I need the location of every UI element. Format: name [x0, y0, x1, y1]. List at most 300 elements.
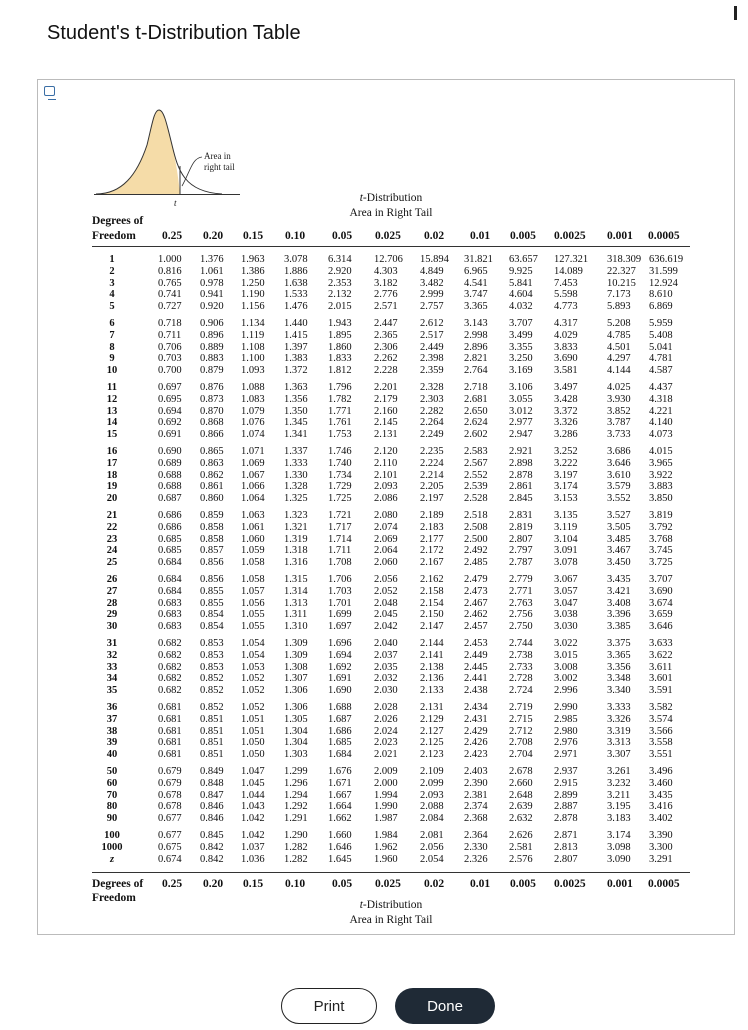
value-cell: 0.889 — [200, 341, 224, 353]
value-cell: 3.375 — [607, 638, 631, 649]
value-cell: 2.359 — [420, 365, 444, 377]
value-cell: 3.733 — [607, 429, 631, 441]
value-cell: 3.319 — [607, 725, 631, 737]
value-cell: 4.781 — [649, 353, 673, 365]
value-cell: 1.036 — [241, 853, 265, 865]
value-cell: 3.633 — [649, 638, 673, 649]
df-cell: 17 — [106, 457, 118, 469]
value-cell: 2.517 — [420, 329, 444, 341]
value-cell: 0.846 — [200, 801, 224, 813]
value-cell: 1.782 — [328, 393, 352, 405]
column-header: 0.0005 — [648, 230, 680, 242]
value-cell: 2.583 — [464, 446, 488, 457]
value-cell: 1.315 — [284, 574, 308, 585]
value-cell: 10.215 — [607, 277, 636, 289]
value-cell: 3.008 — [554, 661, 578, 673]
value-cell: 3.421 — [607, 585, 631, 597]
bell-curve-fill — [96, 110, 180, 194]
df-cell: 1000 — [101, 841, 123, 853]
value-cell: 2.937 — [554, 766, 578, 777]
value-cell: 0.816 — [158, 265, 182, 277]
value-cell: 2.821 — [464, 353, 488, 365]
value-cell: 127.321 — [554, 254, 589, 265]
df-cell: 50 — [106, 766, 118, 777]
value-cell: 2.449 — [464, 649, 488, 661]
value-cell: 4.785 — [607, 329, 631, 341]
value-cell: 2.064 — [374, 545, 398, 557]
value-cell: 3.792 — [649, 521, 673, 533]
value-cell: 1.886 — [284, 265, 308, 277]
value-cell: 3.581 — [554, 365, 578, 377]
value-cell: 2.681 — [464, 393, 488, 405]
value-cell: 1.440 — [284, 318, 308, 329]
value-cell: 3.286 — [554, 429, 578, 441]
df-footer: Degrees of Freedom — [92, 878, 144, 904]
value-cell: 2.712 — [509, 725, 533, 737]
value-cell: 1.291 — [284, 813, 308, 825]
value-cell: 0.674 — [158, 853, 182, 865]
value-cell: 8.610 — [649, 289, 673, 301]
value-cell: 4.015 — [649, 446, 673, 457]
value-cell: 3.582 — [649, 702, 673, 713]
value-cell: 1.692 — [328, 661, 352, 673]
df-cell: 38 — [106, 725, 118, 737]
value-cell: 2.528 — [464, 493, 488, 505]
value-cell: 0.684 — [158, 557, 182, 569]
value-cell: 2.813 — [554, 841, 578, 853]
column-header: 0.25 — [162, 230, 183, 242]
value-cell: 3.496 — [649, 766, 673, 777]
expand-icon[interactable] — [44, 86, 55, 96]
value-cell: 2.167 — [420, 557, 444, 569]
value-cell: 3.182 — [374, 277, 398, 289]
value-cell: 3.356 — [607, 661, 631, 673]
value-cell: 1.079 — [241, 405, 265, 417]
value-cell: 1.306 — [284, 702, 308, 713]
value-cell: 1.350 — [284, 405, 308, 417]
value-cell: 0.682 — [158, 638, 182, 649]
value-cell: 0.692 — [158, 417, 182, 429]
value-cell: 1.063 — [241, 510, 265, 521]
value-cell: 3.174 — [554, 481, 578, 493]
value-cell: 5.841 — [509, 277, 533, 289]
value-cell: 2.224 — [420, 457, 444, 469]
value-cell: 2.576 — [509, 853, 533, 865]
df-cell: 26 — [106, 574, 118, 585]
value-cell: 2.719 — [509, 702, 533, 713]
value-cell: 4.318 — [649, 393, 673, 405]
value-cell: 1.083 — [241, 393, 265, 405]
value-cell: 3.833 — [554, 341, 578, 353]
value-cell: 0.686 — [158, 521, 182, 533]
df-cell: 29 — [106, 609, 118, 621]
value-cell: 3.768 — [649, 533, 673, 545]
value-cell: 2.704 — [509, 749, 533, 761]
value-cell: 3.527 — [607, 510, 631, 521]
df-cell: 16 — [106, 446, 118, 457]
value-cell: 1.690 — [328, 685, 352, 697]
value-cell: 3.091 — [554, 545, 578, 557]
df-cell: 9 — [109, 353, 115, 365]
value-cell: 0.873 — [200, 393, 224, 405]
value-cell: 1.309 — [284, 638, 308, 649]
value-cell: 3.252 — [554, 446, 578, 457]
value-cell: 1.319 — [284, 533, 308, 545]
value-cell: 0.678 — [158, 789, 182, 801]
value-cell: 1.717 — [328, 521, 352, 533]
value-cell: 3.574 — [649, 713, 673, 725]
df-cell: 19 — [106, 481, 118, 493]
value-cell: 4.029 — [554, 329, 578, 341]
value-cell: 1.662 — [328, 813, 352, 825]
value-cell: 2.042 — [374, 621, 398, 633]
value-cell: 4.221 — [649, 405, 673, 417]
df-cell: 18 — [106, 469, 118, 481]
value-cell: 1.059 — [241, 545, 265, 557]
value-cell: 1.069 — [241, 457, 265, 469]
value-cell: 2.539 — [464, 481, 488, 493]
value-cell: 1.093 — [241, 365, 265, 377]
value-cell: 0.859 — [200, 510, 224, 521]
value-cell: 3.558 — [649, 737, 673, 749]
value-cell: 2.581 — [509, 841, 533, 853]
value-cell: 2.447 — [374, 318, 398, 329]
df-cell: 34 — [106, 673, 118, 685]
value-cell: 2.819 — [509, 521, 533, 533]
value-cell: 1.685 — [328, 737, 352, 749]
value-cell: 1.304 — [284, 737, 308, 749]
value-cell: 2.183 — [420, 521, 444, 533]
value-cell: 3.497 — [554, 382, 578, 393]
value-cell: 1.066 — [241, 481, 265, 493]
value-cell: 3.326 — [607, 713, 631, 725]
value-cell: 3.460 — [649, 777, 673, 789]
df-cell: 20 — [106, 493, 118, 505]
value-cell: 1.318 — [284, 545, 308, 557]
df-cell: 33 — [106, 661, 118, 673]
value-cell: 0.682 — [158, 661, 182, 673]
value-cell: 1.076 — [241, 417, 265, 429]
value-cell: 2.110 — [374, 457, 398, 469]
value-cell: 0.858 — [200, 533, 224, 545]
value-cell: 2.998 — [464, 329, 488, 341]
value-cell: 1.684 — [328, 749, 352, 761]
value-cell: 3.153 — [554, 493, 578, 505]
value-cell: 3.348 — [607, 673, 631, 685]
value-cell: 0.855 — [200, 597, 224, 609]
value-cell: 1.056 — [241, 597, 265, 609]
value-cell: 1.729 — [328, 481, 352, 493]
value-cell: 2.035 — [374, 661, 398, 673]
value-cell: 3.485 — [607, 533, 631, 545]
value-cell: 1.708 — [328, 557, 352, 569]
print-button[interactable]: Print — [281, 988, 377, 1024]
value-cell: 2.756 — [509, 609, 533, 621]
value-cell: 0.879 — [200, 365, 224, 377]
column-footer: 0.15 — [243, 878, 264, 890]
value-cell: 3.787 — [607, 417, 631, 429]
value-cell: 0.741 — [158, 289, 182, 301]
value-cell: 0.727 — [158, 301, 182, 313]
page-title: Student's t-Distribution Table — [47, 22, 301, 44]
df-cell: 2 — [109, 265, 115, 277]
value-cell: 1.860 — [328, 341, 352, 353]
column-header: 0.15 — [243, 230, 264, 242]
value-cell: 0.682 — [158, 673, 182, 685]
value-cell: 2.977 — [509, 417, 533, 429]
value-cell: 2.381 — [464, 789, 488, 801]
value-cell: 3.482 — [420, 277, 444, 289]
value-cell: 3.707 — [649, 574, 673, 585]
value-cell: 15.894 — [420, 254, 449, 265]
value-cell: 4.297 — [607, 353, 631, 365]
value-cell: 2.744 — [509, 638, 533, 649]
value-cell: 1.052 — [241, 702, 265, 713]
value-cell: 0.706 — [158, 341, 182, 353]
value-cell: 1.282 — [284, 853, 308, 865]
value-cell: 2.473 — [464, 585, 488, 597]
value-cell: 2.060 — [374, 557, 398, 569]
value-cell: 2.303 — [420, 393, 444, 405]
value-cell: 3.505 — [607, 521, 631, 533]
value-cell: 2.612 — [420, 318, 444, 329]
value-cell: 2.326 — [464, 853, 488, 865]
value-cell: 3.674 — [649, 597, 673, 609]
value-cell: 3.402 — [649, 813, 673, 825]
value-cell: 1.721 — [328, 510, 352, 521]
value-cell: 3.002 — [554, 673, 578, 685]
value-cell: 2.052 — [374, 585, 398, 597]
value-cell: 1.055 — [241, 621, 265, 633]
value-cell: 2.249 — [420, 429, 444, 441]
value-cell: 2.024 — [374, 725, 398, 737]
df-cell: 35 — [106, 685, 118, 697]
df-cell: 3 — [109, 277, 115, 289]
value-cell: 2.715 — [509, 713, 533, 725]
value-cell: 0.684 — [158, 585, 182, 597]
value-cell: 1.725 — [328, 493, 352, 505]
value-cell: 1.108 — [241, 341, 265, 353]
value-cell: 1.309 — [284, 649, 308, 661]
value-cell: 2.145 — [374, 417, 398, 429]
value-cell: 1.895 — [328, 329, 352, 341]
value-cell: 2.626 — [509, 830, 533, 841]
value-cell: 0.866 — [200, 429, 224, 441]
value-cell: 2.109 — [420, 766, 444, 777]
value-cell: 0.686 — [158, 510, 182, 521]
value-cell: 2.074 — [374, 521, 398, 533]
table-footer-title: t-Distribution Area in Right Tail — [349, 899, 433, 926]
value-cell: 1.363 — [284, 382, 308, 393]
value-cell: 2.328 — [420, 382, 444, 393]
value-cell: 2.887 — [554, 801, 578, 813]
value-cell: 2.708 — [509, 737, 533, 749]
value-cell: 1.282 — [284, 841, 308, 853]
value-cell: 3.291 — [649, 853, 673, 865]
value-cell: 1.058 — [241, 574, 265, 585]
value-cell: 2.871 — [554, 830, 578, 841]
df-cell: 37 — [106, 713, 118, 725]
value-cell: 2.144 — [420, 638, 444, 649]
value-cell: 3.601 — [649, 673, 673, 685]
value-cell: 1.943 — [328, 318, 352, 329]
value-cell: 3.355 — [509, 341, 533, 353]
value-cell: 1.660 — [328, 830, 352, 841]
value-cell: 0.978 — [200, 277, 224, 289]
value-cell: 2.123 — [420, 749, 444, 761]
value-cell: 3.579 — [607, 481, 631, 493]
df-cell: 31 — [106, 638, 118, 649]
value-cell: 0.687 — [158, 493, 182, 505]
value-cell: 2.678 — [509, 766, 533, 777]
value-cell: 1.699 — [328, 609, 352, 621]
value-cell: 3.307 — [607, 749, 631, 761]
value-cell: 1.061 — [200, 265, 224, 277]
value-cell: 1.052 — [241, 673, 265, 685]
value-cell: 2.738 — [509, 649, 533, 661]
value-cell: 0.677 — [158, 813, 182, 825]
value-cell: 3.686 — [607, 446, 631, 457]
value-cell: 3.038 — [554, 609, 578, 621]
value-cell: 1.645 — [328, 853, 352, 865]
value-cell: 1.994 — [374, 789, 398, 801]
value-cell: 2.374 — [464, 801, 488, 813]
column-header: 0.025 — [375, 230, 401, 242]
value-cell: 1.052 — [241, 685, 265, 697]
value-cell: 2.434 — [464, 702, 488, 713]
df-cell: 40 — [106, 749, 118, 761]
value-cell: 9.925 — [509, 265, 533, 277]
value-cell: 1.321 — [284, 521, 308, 533]
value-cell: 1.054 — [241, 649, 265, 661]
value-cell: 2.154 — [420, 597, 444, 609]
value-cell: 3.055 — [509, 393, 533, 405]
value-cell: 3.922 — [649, 469, 673, 481]
value-cell: 2.101 — [374, 469, 398, 481]
minimize-icon[interactable] — [734, 6, 737, 20]
value-cell: 1.051 — [241, 725, 265, 737]
value-cell: 1.697 — [328, 621, 352, 633]
value-cell: 2.398 — [420, 353, 444, 365]
value-cell: 2.479 — [464, 574, 488, 585]
value-cell: 1.134 — [241, 318, 265, 329]
df-cell: 24 — [106, 545, 118, 557]
value-cell: 3.883 — [649, 481, 673, 493]
value-cell: 3.646 — [607, 457, 631, 469]
value-cell: 1.984 — [374, 830, 398, 841]
value-cell: 3.261 — [607, 766, 631, 777]
value-cell: 1.833 — [328, 353, 352, 365]
value-cell: 3.819 — [649, 510, 673, 521]
value-cell: 1.796 — [328, 382, 352, 393]
value-cell: 0.846 — [200, 813, 224, 825]
value-cell: 2.771 — [509, 585, 533, 597]
value-cell: 1.037 — [241, 841, 265, 853]
value-cell: 0.684 — [158, 574, 182, 585]
value-cell: 0.700 — [158, 365, 182, 377]
value-cell: 0.681 — [158, 725, 182, 737]
df-cell: 100 — [104, 830, 120, 841]
value-cell: 2.845 — [509, 493, 533, 505]
value-cell: 0.842 — [200, 841, 224, 853]
value-cell: 3.197 — [554, 469, 578, 481]
value-cell: 1.050 — [241, 737, 265, 749]
value-cell: 1.306 — [284, 685, 308, 697]
value-cell: 0.863 — [200, 457, 224, 469]
t-symbol: t — [174, 198, 177, 208]
value-cell: 1.706 — [328, 574, 352, 585]
value-cell: 0.860 — [200, 493, 224, 505]
value-cell: 3.326 — [554, 417, 578, 429]
value-cell: 3.965 — [649, 457, 673, 469]
value-cell: 2.390 — [464, 777, 488, 789]
value-cell: 3.211 — [607, 789, 631, 801]
value-cell: 1.190 — [241, 289, 265, 301]
value-cell: 4.604 — [509, 289, 533, 301]
value-cell: 14.089 — [554, 265, 583, 277]
value-cell: 2.353 — [328, 277, 352, 289]
column-header: 0.20 — [203, 230, 224, 242]
value-cell: 2.282 — [420, 405, 444, 417]
value-cell: 22.327 — [607, 265, 636, 277]
value-cell: 0.851 — [200, 749, 224, 761]
value-cell: 0.876 — [200, 382, 224, 393]
value-cell: 1.314 — [284, 585, 308, 597]
value-cell: 3.012 — [509, 405, 533, 417]
value-cell: 2.093 — [374, 481, 398, 493]
value-cell: 318.309 — [607, 254, 642, 265]
value-cell: 1.292 — [284, 801, 308, 813]
value-cell: 2.980 — [554, 725, 578, 737]
df-cell: 22 — [106, 521, 118, 533]
value-cell: 3.852 — [607, 405, 631, 417]
value-cell: 0.682 — [158, 649, 182, 661]
done-button[interactable]: Done — [395, 988, 495, 1024]
value-cell: 2.920 — [328, 265, 352, 277]
value-cell: 0.852 — [200, 673, 224, 685]
value-cell: 3.090 — [607, 853, 631, 865]
column-footer: 0.025 — [375, 878, 401, 890]
value-cell: 1.088 — [241, 382, 265, 393]
value-cell: 2.056 — [420, 841, 444, 853]
value-cell: 4.587 — [649, 365, 673, 377]
value-cell: 1.753 — [328, 429, 352, 441]
column-header: 0.02 — [424, 230, 445, 242]
value-cell: 3.195 — [607, 801, 631, 813]
value-cell: 2.081 — [420, 830, 444, 841]
value-cell: 2.306 — [374, 341, 398, 353]
column-footer: 0.0005 — [648, 878, 680, 890]
value-cell: 12.924 — [649, 277, 678, 289]
value-cell: 2.037 — [374, 649, 398, 661]
value-cell: 2.764 — [464, 365, 488, 377]
value-cell: 31.821 — [464, 254, 493, 265]
table-title: t-Distribution Area in Right Tail — [349, 192, 433, 219]
value-cell: 2.996 — [554, 685, 578, 697]
value-cell: 0.682 — [158, 685, 182, 697]
value-cell: 1.304 — [284, 725, 308, 737]
value-cell: 2.971 — [554, 749, 578, 761]
value-cell: 1.325 — [284, 493, 308, 505]
value-cell: 2.462 — [464, 609, 488, 621]
value-cell: 2.150 — [420, 609, 444, 621]
value-cell: 2.831 — [509, 510, 533, 521]
value-cell: 2.133 — [420, 685, 444, 697]
value-cell: 1.057 — [241, 585, 265, 597]
df-cell: z — [109, 853, 115, 865]
value-cell: 2.453 — [464, 638, 488, 649]
value-cell: 1.051 — [241, 713, 265, 725]
